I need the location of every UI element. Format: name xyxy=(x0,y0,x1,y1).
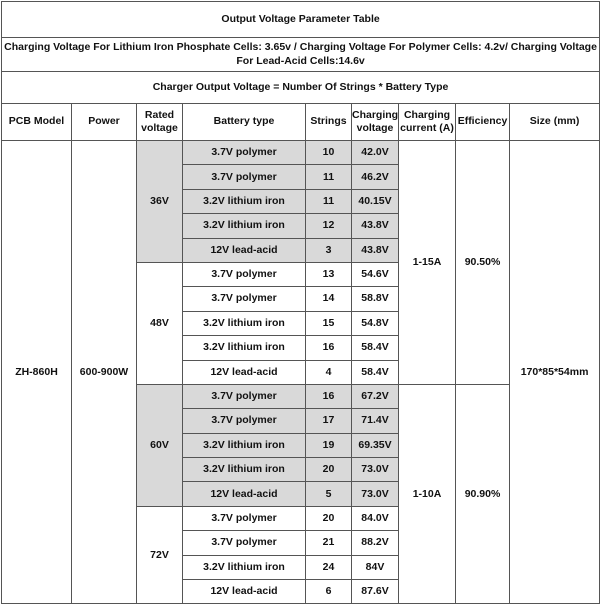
battery-type-cell: 3.2V lithium iron xyxy=(183,433,306,457)
charging-voltage-cell: 67.2V xyxy=(352,384,399,408)
strings-cell: 6 xyxy=(306,580,352,604)
battery-type-cell: 3.7V polymer xyxy=(183,531,306,555)
battery-type-cell: 3.7V polymer xyxy=(183,165,306,189)
rated-voltage-cell: 72V xyxy=(137,506,183,604)
battery-type-cell: 3.7V polymer xyxy=(183,506,306,530)
battery-type-cell: 3.7V polymer xyxy=(183,262,306,286)
battery-type-cell: 3.2V lithium iron xyxy=(183,311,306,335)
battery-type-cell: 3.7V polymer xyxy=(183,409,306,433)
battery-type-cell: 3.2V lithium iron xyxy=(183,458,306,482)
battery-type-cell: 12V lead-acid xyxy=(183,360,306,384)
header-charging-current: Charging current (A) xyxy=(399,104,456,141)
table-title: Output Voltage Parameter Table xyxy=(2,2,600,38)
strings-cell: 4 xyxy=(306,360,352,384)
strings-cell: 12 xyxy=(306,214,352,238)
header-size: Size (mm) xyxy=(510,104,600,141)
strings-cell: 24 xyxy=(306,555,352,579)
strings-cell: 20 xyxy=(306,458,352,482)
charging-voltage-cell: 54.6V xyxy=(352,262,399,286)
header-strings: Strings xyxy=(306,104,352,141)
rated-voltage-cell: 60V xyxy=(137,384,183,506)
battery-type-cell: 3.2V lithium iron xyxy=(183,336,306,360)
power-cell: 600-900W xyxy=(72,141,137,604)
strings-cell: 5 xyxy=(306,482,352,506)
rated-voltage-cell: 36V xyxy=(137,141,183,263)
strings-cell: 10 xyxy=(306,141,352,165)
pcb-model-cell: ZH-860H xyxy=(2,141,72,604)
strings-cell: 15 xyxy=(306,311,352,335)
strings-cell: 11 xyxy=(306,189,352,213)
strings-cell: 13 xyxy=(306,262,352,286)
charging-voltage-cell: 73.0V xyxy=(352,458,399,482)
charging-voltage-cell: 43.8V xyxy=(352,214,399,238)
battery-type-cell: 3.7V polymer xyxy=(183,141,306,165)
strings-cell: 11 xyxy=(306,165,352,189)
strings-cell: 17 xyxy=(306,409,352,433)
header-efficiency: Efficiency xyxy=(456,104,510,141)
battery-type-cell: 12V lead-acid xyxy=(183,580,306,604)
battery-type-cell: 3.2V lithium iron xyxy=(183,555,306,579)
battery-type-cell: 3.7V polymer xyxy=(183,287,306,311)
strings-cell: 20 xyxy=(306,506,352,530)
charging-voltage-cell: 73.0V xyxy=(352,482,399,506)
strings-cell: 16 xyxy=(306,384,352,408)
efficiency-cell: 90.90% xyxy=(456,384,510,604)
header-battery-type: Battery type xyxy=(183,104,306,141)
strings-cell: 14 xyxy=(306,287,352,311)
battery-type-cell: 12V lead-acid xyxy=(183,238,306,262)
efficiency-cell: 90.50% xyxy=(456,141,510,385)
battery-type-cell: 3.7V polymer xyxy=(183,384,306,408)
charging-voltage-cell: 84.0V xyxy=(352,506,399,530)
battery-type-cell: 3.2V lithium iron xyxy=(183,189,306,213)
strings-cell: 3 xyxy=(306,238,352,262)
battery-type-cell: 3.2V lithium iron xyxy=(183,214,306,238)
charging-voltage-cell: 87.6V xyxy=(352,580,399,604)
charging-voltage-cell: 69.35V xyxy=(352,433,399,457)
size-cell: 170*85*54mm xyxy=(510,141,600,604)
charging-voltage-cell: 58.8V xyxy=(352,287,399,311)
header-charging-voltage: Charging voltage xyxy=(352,104,399,141)
charging-voltage-cell: 84V xyxy=(352,555,399,579)
header-rated-voltage: Rated voltage xyxy=(137,104,183,141)
charging-voltage-cell: 43.8V xyxy=(352,238,399,262)
charging-current-cell: 1-10A xyxy=(399,384,456,604)
charging-current-cell: 1-15A xyxy=(399,141,456,385)
rated-voltage-cell: 48V xyxy=(137,262,183,384)
output-voltage-table xyxy=(1,1,600,604)
battery-type-cell: 12V lead-acid xyxy=(183,482,306,506)
charging-voltage-cell: 42.0V xyxy=(352,141,399,165)
charging-voltage-cell: 71.4V xyxy=(352,409,399,433)
header-power: Power xyxy=(72,104,137,141)
table-row xyxy=(2,141,600,165)
charging-voltage-cell: 46.2V xyxy=(352,165,399,189)
strings-cell: 21 xyxy=(306,531,352,555)
charging-voltage-cell: 88.2V xyxy=(352,531,399,555)
charging-voltage-cell: 54.8V xyxy=(352,311,399,335)
strings-cell: 16 xyxy=(306,336,352,360)
charging-voltage-cell: 40.15V xyxy=(352,189,399,213)
charging-voltage-cell: 58.4V xyxy=(352,336,399,360)
charging-voltage-cell: 58.4V xyxy=(352,360,399,384)
strings-cell: 19 xyxy=(306,433,352,457)
charging-voltage-note: Charging Voltage For Lithium Iron Phosphate Cells: 3.65v / Charging Voltage For Polymer Cells: 4.2v/ Charging Voltage For Lead-Acid Cells:14.6v xyxy=(2,38,600,72)
formula-note: Charger Output Voltage = Number Of Strings * Battery Type xyxy=(2,72,600,104)
header-pcb-model: PCB Model xyxy=(2,104,72,141)
